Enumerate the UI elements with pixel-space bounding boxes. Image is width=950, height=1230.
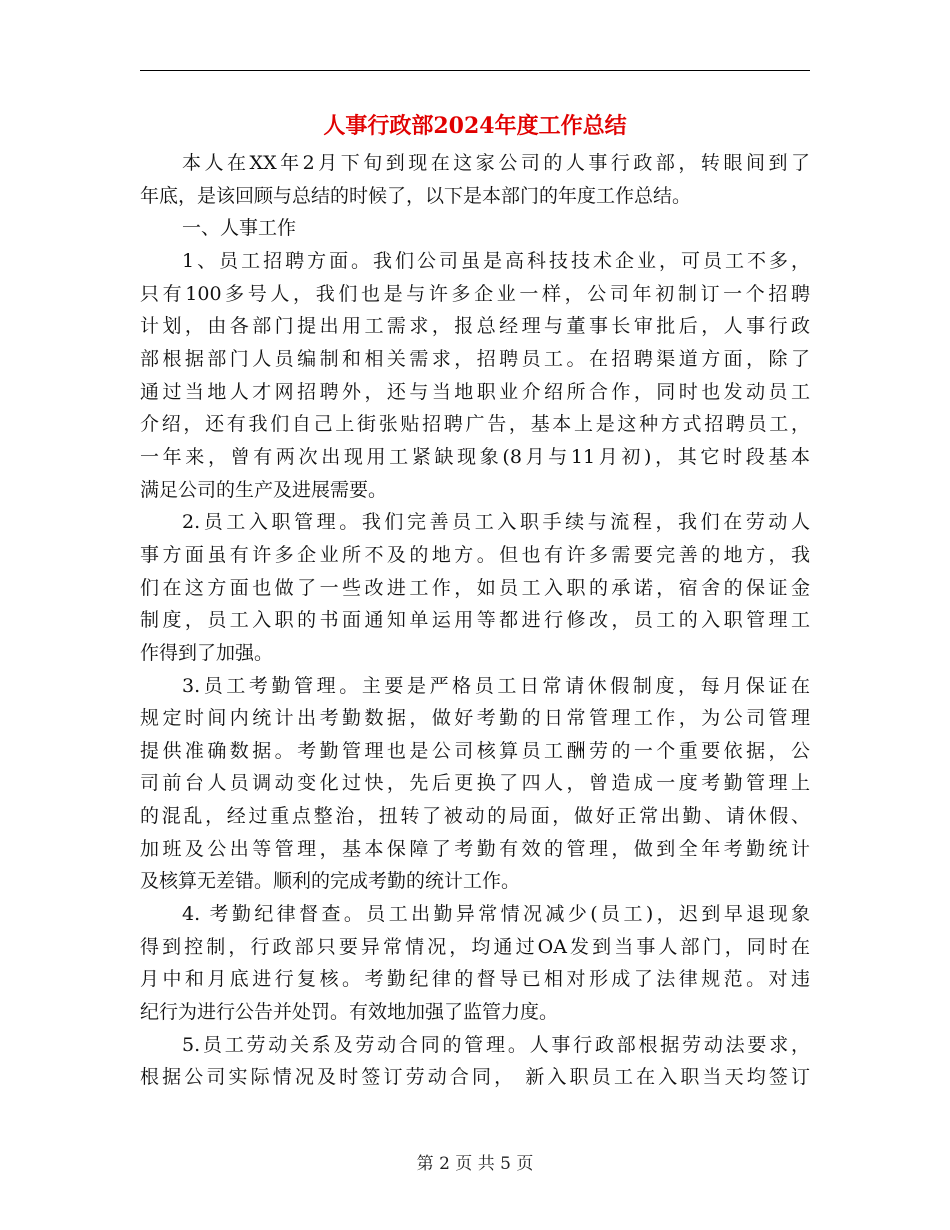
- page-number: 第 2 页 共 5 页: [416, 1154, 534, 1174]
- text-line: 规定时间内统计出考勤数据，做好考勤的日常管理工作，为公司管理: [140, 707, 810, 730]
- text-line: 提供准确数据。考勤管理也是公司核算员工酬劳的一个重要依据，公: [140, 739, 810, 762]
- text-line: 年底，是该回顾与总结的时候了，以下是本部门的年度工作总结。: [140, 184, 692, 207]
- header-rule: [140, 70, 810, 71]
- text-line: 司前台人员调动变化过快，先后更换了四人，曾造成一度考勤管理上: [140, 772, 810, 795]
- text-line: 一年来，曾有两次出现用工紧缺现象(8月与11月初)，其它时段基本: [140, 445, 810, 468]
- text-line: 一、人事工作: [182, 217, 297, 240]
- text-line: 本人在XX年2月下旬到现在这家公司的人事行政部，转眼间到了: [182, 152, 810, 174]
- text-line: 根据公司实际情况及时签订劳动合同， 新入职员工在入职当天均签订: [140, 1066, 810, 1089]
- text-line: 4. 考勤纪律督查。员工出勤异常情况减少(员工)，迟到早退现象: [182, 903, 810, 926]
- text-line: 只有100多号人，我们也是与许多企业一样，公司年初制订一个招聘: [140, 282, 810, 305]
- text-line: 满足公司的生产及进展需要。: [140, 478, 388, 501]
- text-line: 1、员工招聘方面。我们公司虽是高科技技术企业，可员工不多，: [182, 249, 810, 272]
- document-body: [140, 147, 810, 1094]
- text-line: 月中和月底进行复核。考勤纪律的督导已相对形成了法律规范。对违: [140, 968, 810, 991]
- text-line: 3.员工考勤管理。主要是严格员工日常请休假制度，每月保证在: [182, 674, 810, 697]
- text-line: 制度，员工入职的书面通知单运用等都进行修改，员工的入职管理工: [140, 609, 810, 632]
- text-line: 介绍，还有我们自己上街张贴招聘广告，基本上是这种方式招聘员工，: [140, 413, 810, 436]
- text-line: 加班及公出等管理，基本保障了考勤有效的管理，做到全年考勤统计: [140, 837, 810, 860]
- text-line: 及核算无差错。顺利的完成考勤的统计工作。: [140, 870, 521, 893]
- text-line: 5.员工劳动关系及劳动合同的管理。人事行政部根据劳动法要求，: [182, 1033, 810, 1056]
- text-line: 得到控制，行政部只要异常情况，均通过OA发到当事人部门，同时在: [140, 935, 810, 958]
- text-line: 纪行为进行公告并处罚。有效地加强了监管力度。: [140, 1001, 559, 1024]
- text-line: 通过当地人才网招聘外，还与当地职业介绍所合作，同时也发动员工: [140, 380, 810, 403]
- text-line: 事方面虽有许多企业所不及的地方。但也有许多需要完善的地方，我: [140, 543, 810, 566]
- text-line: 作得到了加强。: [140, 641, 274, 664]
- page-title: 人事行政部2024年度工作总结: [323, 113, 627, 139]
- text-line: 部根据部门人员编制和相关需求，招聘员工。在招聘渠道方面，除了: [140, 347, 810, 370]
- text-line: 2.员工入职管理。我们完善员工入职手续与流程，我们在劳动人: [182, 511, 810, 534]
- text-line: 计划，由各部门提出用工需求，报总经理与董事长审批后，人事行政: [140, 315, 810, 338]
- text-line: 的混乱，经过重点整治，扭转了被动的局面，做好正常出勤、请休假、: [140, 805, 810, 828]
- text-line: 们在这方面也做了一些改进工作，如员工入职的承诺，宿舍的保证金: [140, 576, 810, 599]
